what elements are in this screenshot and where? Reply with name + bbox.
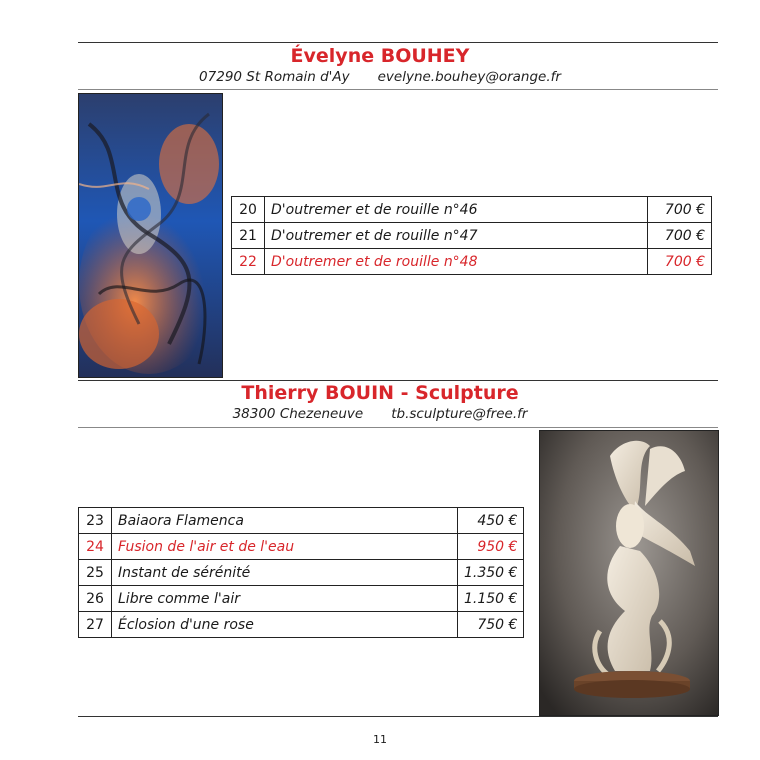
table-row: [79, 560, 524, 586]
work-number: 22: [232, 249, 265, 275]
work-number: 23: [79, 508, 112, 534]
artist-contact: [0, 406, 760, 422]
artist-name: Évelyne BOUHEY: [290, 45, 470, 67]
work-number: 26: [79, 586, 112, 612]
header-rule: [78, 89, 718, 90]
artist-email: evelyne.bouhey@orange.fr: [377, 69, 561, 85]
work-price: 1.350 €: [458, 560, 524, 586]
work-title: Libre comme l'air: [112, 586, 458, 612]
table-row: [79, 534, 524, 560]
work-title: Instant de sérénité: [112, 560, 458, 586]
work-price: 700 €: [648, 223, 712, 249]
work-price: 700 €: [648, 249, 712, 275]
artist-name: Thierry BOUIN - Sculpture: [241, 382, 519, 404]
work-number: 25: [79, 560, 112, 586]
work-price: 450 €: [458, 508, 524, 534]
works-table: [78, 507, 524, 638]
artist-address: 38300 Chezeneuve: [232, 406, 364, 422]
work-price: 700 €: [648, 197, 712, 223]
section-rule: [78, 380, 718, 381]
sculpture-photo-image: [539, 430, 719, 716]
work-title: Éclosion d'une rose: [112, 612, 458, 638]
works-table: [231, 196, 712, 275]
artist-address: 07290 St Romain d'Ay: [199, 69, 350, 85]
work-number: 27: [79, 612, 112, 638]
artist-email: tb.sculpture@free.fr: [391, 406, 528, 422]
header-rule: [78, 427, 718, 428]
work-title: D'outremer et de rouille n°48: [265, 249, 648, 275]
table-row: [79, 612, 524, 638]
sculpture-photo-svg: [540, 431, 718, 715]
table-row: [79, 586, 524, 612]
work-title: Fusion de l'air et de l'eau: [112, 534, 458, 560]
work-title: D'outremer et de rouille n°46: [265, 197, 648, 223]
work-price: 1.150 €: [458, 586, 524, 612]
abstract-painting-image: [78, 93, 223, 378]
work-number: 24: [79, 534, 112, 560]
table-row: [232, 249, 712, 275]
bottom-rule: [78, 716, 718, 717]
artist-contact: [0, 69, 760, 85]
table-row: [232, 197, 712, 223]
work-number: 21: [232, 223, 265, 249]
work-title: D'outremer et de rouille n°47: [265, 223, 648, 249]
table-row: [232, 223, 712, 249]
work-title: Baiaora Flamenca: [112, 508, 458, 534]
work-price: 750 €: [458, 612, 524, 638]
abstract-painting-svg: [79, 94, 222, 377]
page-number: 11: [373, 733, 387, 746]
table-row: [79, 508, 524, 534]
top-rule: [78, 42, 718, 43]
work-number: 20: [232, 197, 265, 223]
work-price: 950 €: [458, 534, 524, 560]
